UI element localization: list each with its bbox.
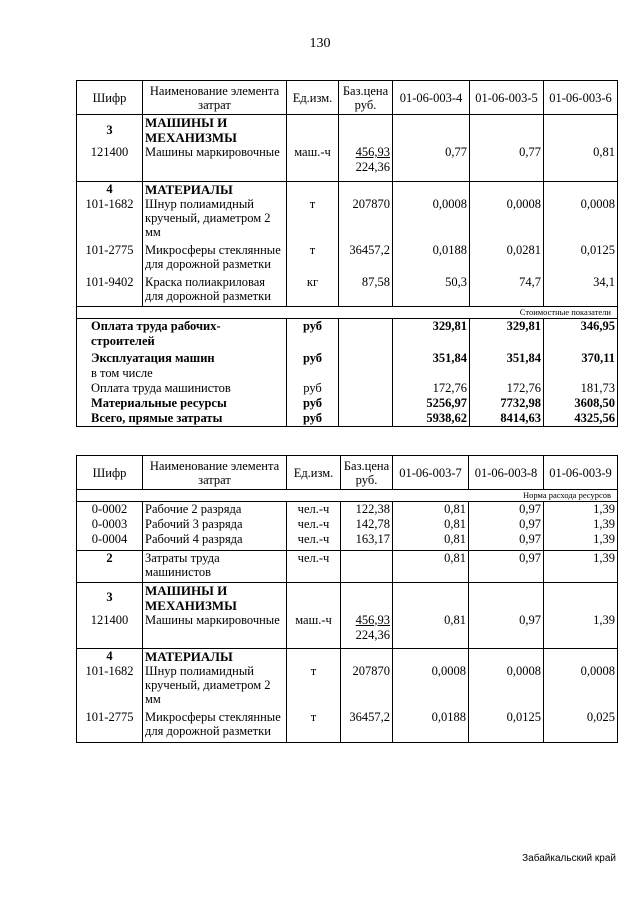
row-value: 0,81 [393,613,469,649]
group-title: МАТЕРИАЛЫ [143,649,287,665]
row-price: 87,58 [339,275,393,307]
row-value: 0,81 [393,502,469,518]
total-name: Материальные ресурсы [77,396,287,411]
row-name: Шнур полиамидный крученый, диаметром 2 мм [143,197,287,243]
group-num: 3 [77,115,143,146]
total-value: 8414,63 [470,411,544,427]
total-value: 351,84 [470,351,544,366]
row-value: 0,97 [469,532,544,550]
total-value: 172,76 [393,381,470,396]
row-value: 0,81 [393,517,469,532]
total-unit: руб [287,396,339,411]
row-unit: маш.-ч [287,145,339,181]
group-row [77,582,618,613]
table-header-row [77,81,618,115]
row-value: 0,0188 [393,710,469,742]
group-title: МАТЕРИАЛЫ [143,181,287,197]
row-value: 0,81 [544,145,618,181]
total-value: 7732,98 [470,396,544,411]
total-row [77,381,618,396]
total-row [77,411,618,427]
estimate-table-2 [76,455,618,743]
row-value: 0,025 [544,710,618,742]
header-name: Наименование элемента затрат [143,456,287,490]
row-value: 0,97 [469,550,544,582]
table-row [77,550,618,582]
row-code: 0-0003 [77,517,143,532]
table-row [77,664,618,710]
group-num: 4 [77,649,143,665]
page-number: 130 [309,36,331,51]
header-code: Шифр [77,81,143,115]
row-code: 0-0004 [77,532,143,550]
total-name: Эксплуатация машин [77,351,287,366]
row-value: 0,97 [469,613,544,649]
row-price [341,550,393,582]
group-num: 4 [77,181,143,197]
row-unit: т [287,664,341,710]
header-col: 01-06-003-5 [470,81,544,115]
row-value: 0,0008 [470,197,544,243]
group-row [77,115,618,146]
row-value: 0,0008 [469,664,544,710]
total-value: 4325,56 [544,411,618,427]
row-unit: маш.-ч [287,613,341,649]
row-name: Машины маркировочные [143,145,287,181]
row-code: 101-2775 [77,710,143,742]
row-unit: кг [287,275,339,307]
row-value: 34,1 [544,275,618,307]
row-price: 122,38 [341,502,393,518]
row-value: 0,0008 [393,197,470,243]
row-name: Микросферы стеклянные для дорожной разметки [143,243,287,275]
row-unit: чел.-ч [287,550,341,582]
row-code: 101-2775 [77,243,143,275]
total-value: 172,76 [470,381,544,396]
price-wage: 224,36 [355,627,390,642]
table-header-row [77,456,618,490]
header-col: 01-06-003-9 [544,456,618,490]
row-name: Рабочий 3 разряда [143,517,287,532]
header-code: Шифр [77,456,143,490]
row-price: 207870 [339,197,393,243]
row-name: Машины маркировочные [143,613,287,649]
row-value: 0,77 [393,145,470,181]
group-num: 3 [77,582,143,613]
total-row [77,319,618,351]
row-value: 0,0008 [544,664,618,710]
row-price: 36457,2 [339,243,393,275]
price-base: 456,93 [355,612,390,627]
total-value: 346,95 [544,319,618,351]
total-value: 181,73 [544,381,618,396]
row-value: 0,0008 [393,664,469,710]
row-value: 74,7 [470,275,544,307]
total-unit: руб [287,411,339,427]
table-row [77,275,618,307]
row-price [341,613,393,649]
table-row [77,532,618,550]
row-value: 0,97 [469,502,544,518]
row-code: 2 [77,550,143,582]
row-value: 1,39 [544,517,618,532]
header-price: Баз.цена руб. [339,81,393,115]
row-code: 121400 [77,145,143,181]
row-code: 101-1682 [77,197,143,243]
total-unit: руб [287,351,339,366]
table-row [77,197,618,243]
total-value: 329,81 [470,319,544,351]
row-value: 1,39 [544,532,618,550]
row-name: Рабочий 4 разряда [143,532,287,550]
header-col: 01-06-003-7 [393,456,469,490]
row-code: 121400 [77,613,143,649]
row-value: 0,81 [393,532,469,550]
total-value: 5256,97 [393,396,470,411]
header-unit: Ед.изм. [287,81,339,115]
price-wage: 224,36 [355,160,390,174]
norm-label: Норма расхода ресурсов [77,490,618,502]
total-row [77,396,618,411]
subheader-row [77,307,618,319]
row-value: 0,77 [470,145,544,181]
table-row [77,613,618,649]
row-code: 0-0002 [77,502,143,518]
total-row [77,351,618,366]
total-name: Всего, прямые затраты [77,411,287,427]
row-name: Краска полиакриловая для дорожной разметки [143,275,287,307]
row-code: 101-1682 [77,664,143,710]
total-unit: руб [287,319,339,351]
row-value: 1,39 [544,550,618,582]
group-row [77,181,618,197]
row-price: 142,78 [341,517,393,532]
subheader-row [77,490,618,502]
header-name: Наименование элемента затрат [143,81,287,115]
row-value: 0,0188 [393,243,470,275]
row-price [339,145,393,181]
header-col: 01-06-003-6 [544,81,618,115]
row-value: 0,0008 [544,197,618,243]
price-base: 456,93 [355,145,390,159]
row-value: 50,3 [393,275,470,307]
table-row [77,710,618,742]
row-value: 0,0125 [469,710,544,742]
row-price: 36457,2 [341,710,393,742]
header-col: 01-06-003-4 [393,81,470,115]
row-code: 101-9402 [77,275,143,307]
row-price: 163,17 [341,532,393,550]
row-unit: чел.-ч [287,532,341,550]
total-value: 329,81 [393,319,470,351]
row-name: Микросферы стеклянные для дорожной разметки [143,710,287,742]
total-name: Оплата труда рабочих-строителей [77,319,287,351]
total-value: 3608,50 [544,396,618,411]
row-value: 1,39 [544,502,618,518]
total-value: 5938,62 [393,411,470,427]
total-name: в том числе [77,366,287,381]
total-value: 370,11 [544,351,618,366]
header-price: Баз.цена руб. [341,456,393,490]
row-value: 1,39 [544,613,618,649]
group-title: МАШИНЫ И МЕХАНИЗМЫ [143,115,287,146]
table-row [77,517,618,532]
row-name: Рабочие 2 разряда [143,502,287,518]
row-unit: чел.-ч [287,502,341,518]
table-row [77,502,618,518]
row-unit: т [287,243,339,275]
row-value: 0,0125 [544,243,618,275]
row-value: 0,97 [469,517,544,532]
header-unit: Ед.изм. [287,456,341,490]
table-row [77,243,618,275]
total-value: 351,84 [393,351,470,366]
row-name: Затраты труда машинистов [143,550,287,582]
total-unit: руб [287,381,339,396]
cost-indicators-label: Стоимостные показатели [77,307,618,319]
row-name: Шнур полиамидный крученый, диаметром 2 мм [143,664,287,710]
header-col: 01-06-003-8 [469,456,544,490]
row-value: 0,0281 [470,243,544,275]
row-price: 207870 [341,664,393,710]
group-title: МАШИНЫ И МЕХАНИЗМЫ [143,582,287,613]
group-row [77,649,618,665]
total-name: Оплата труда машинистов [77,381,287,396]
row-unit: чел.-ч [287,517,341,532]
total-row [77,366,618,381]
row-unit: т [287,197,339,243]
estimate-table-1 [76,80,618,427]
row-value: 0,81 [393,550,469,582]
table-row [77,145,618,181]
row-unit: т [287,710,341,742]
footer-region: Забайкальский край [522,853,616,864]
